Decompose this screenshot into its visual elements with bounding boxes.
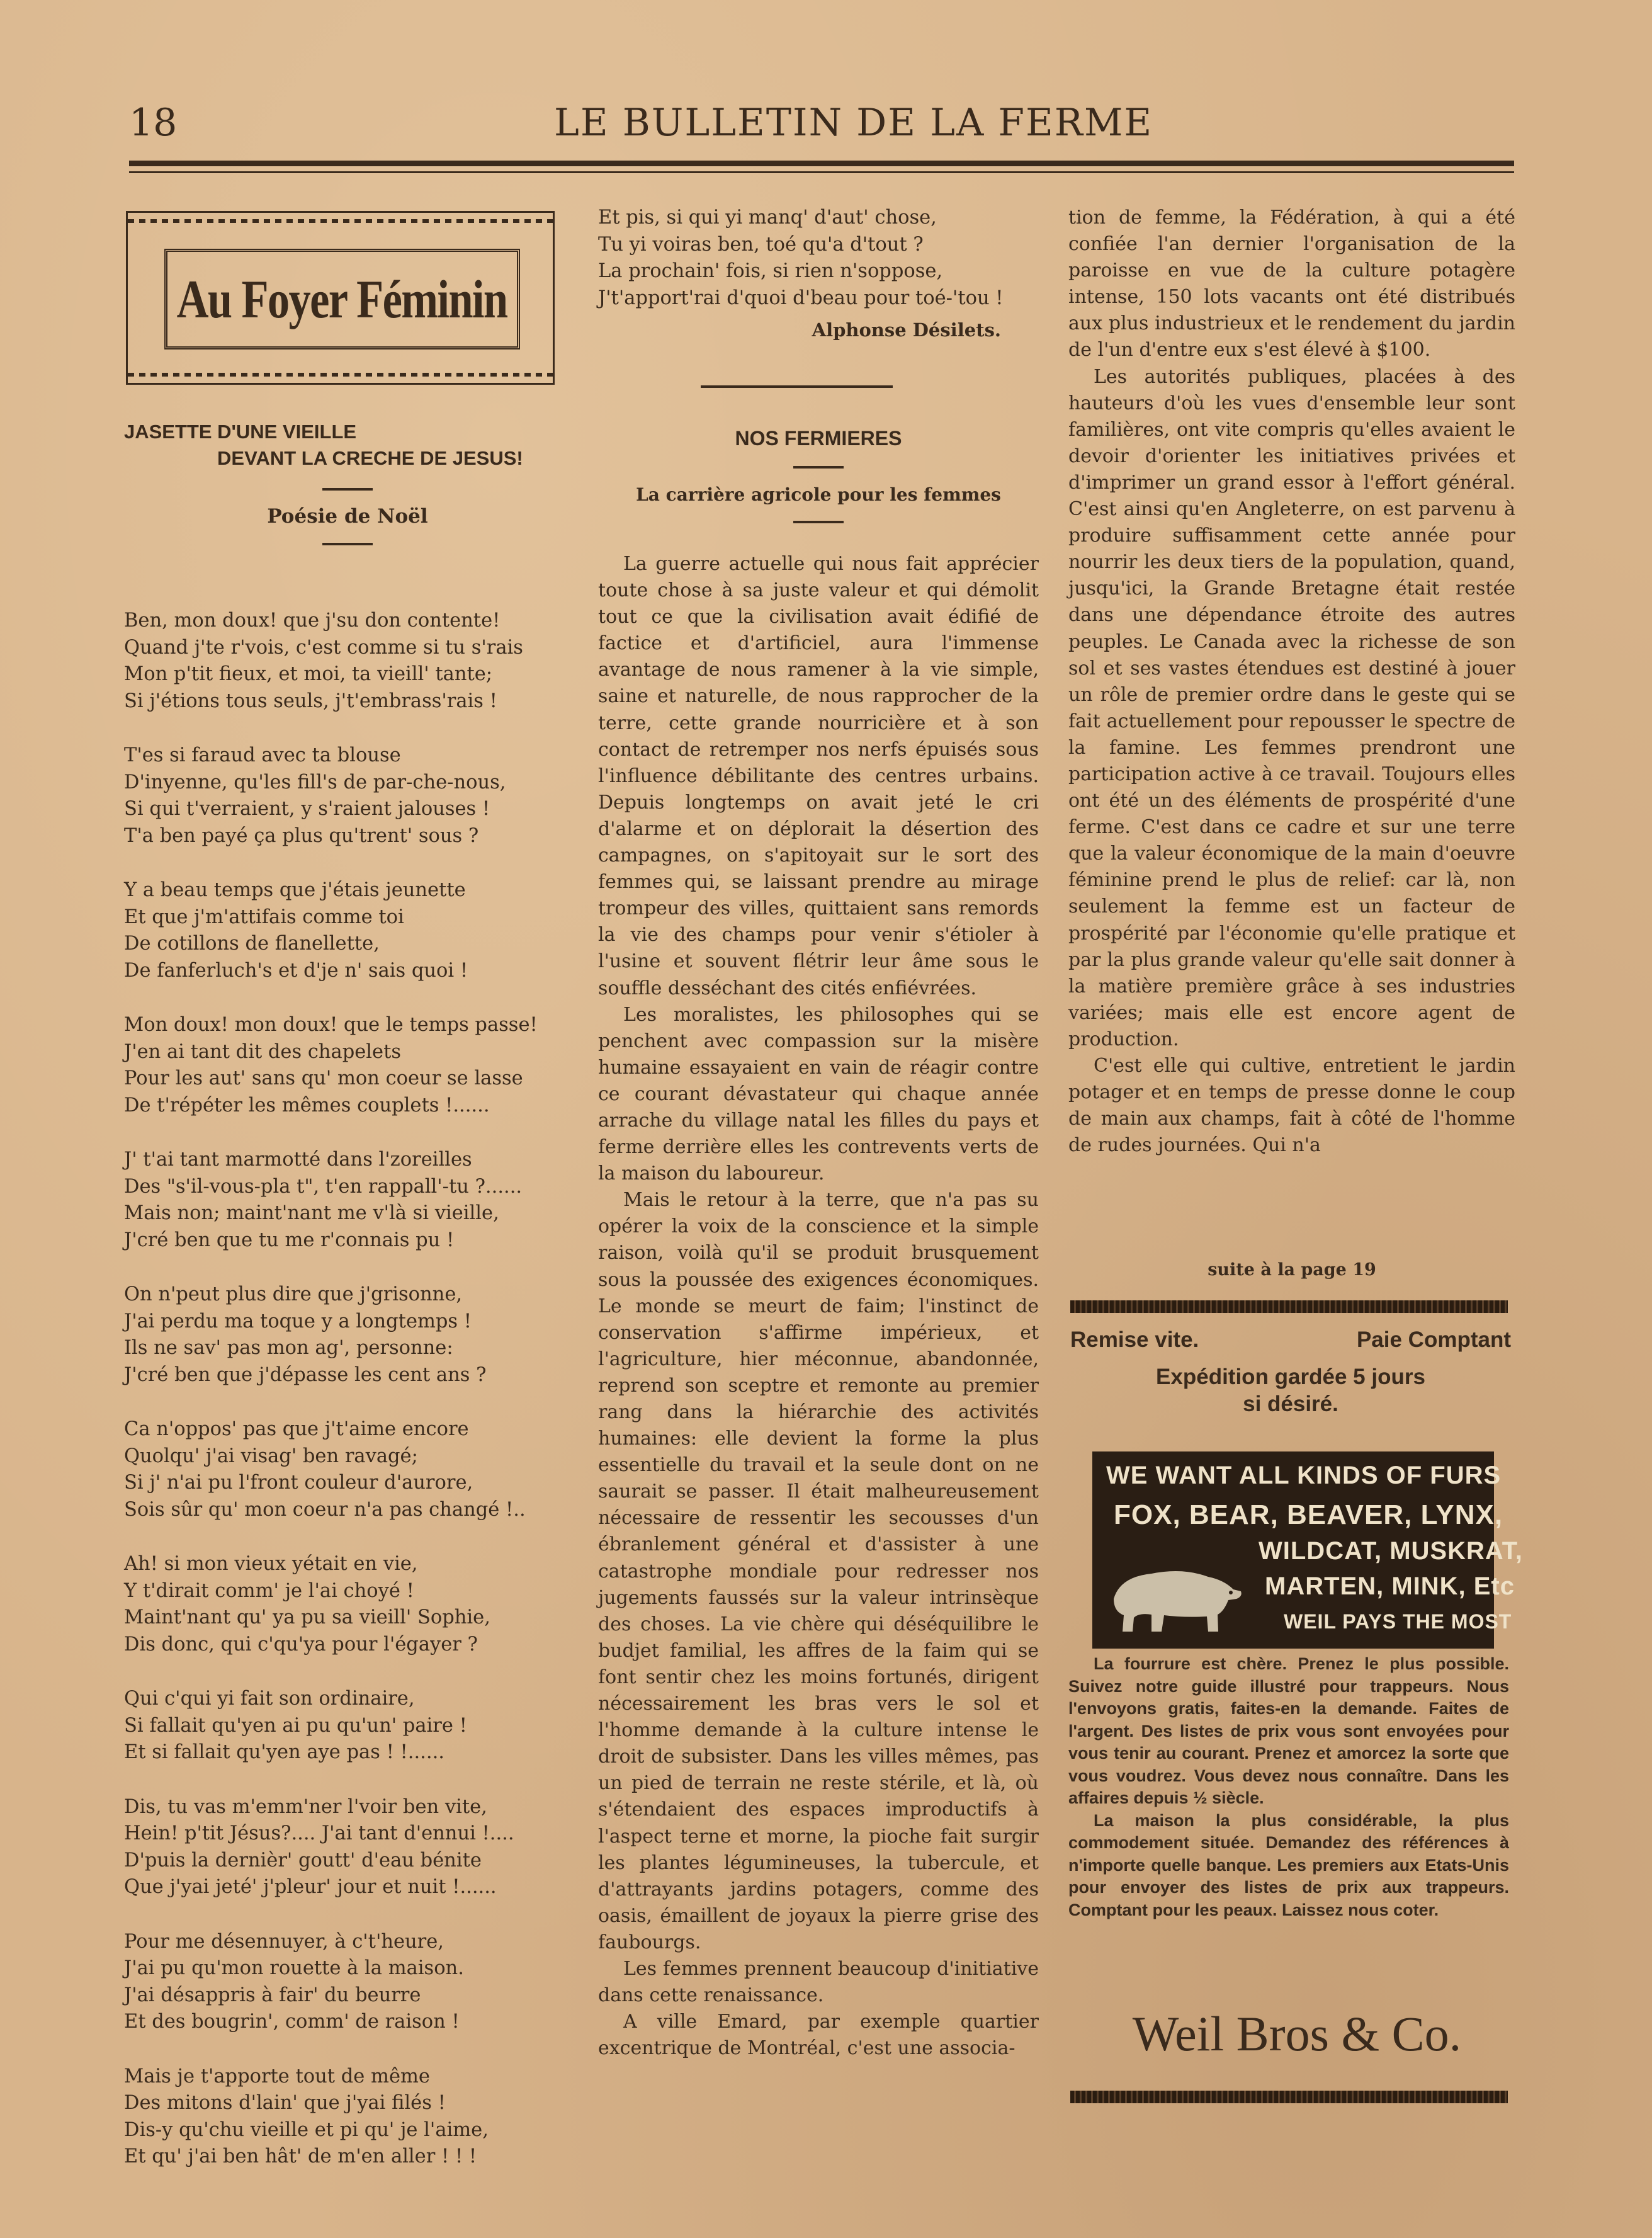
poem-line: On n'peut plus dire que j'grisonne, — [124, 1283, 463, 1305]
poem-line: Des "s'il-vous-pla t", t'en rappall'-tu ?...... — [124, 1175, 523, 1198]
section-title: Au Foyer Féminin — [177, 269, 507, 329]
poem-line: De t'répéter les mêmes couplets !...... — [124, 1094, 490, 1116]
poem-subtitle: Poésie de Noël — [267, 505, 428, 528]
article-body-col3 — [1068, 205, 1515, 1159]
poem-line: Ca n'oppos' pas que j't'aime encore — [124, 1418, 469, 1440]
poem-line: Quolqu' j'ai visag' ben ravagé; — [124, 1445, 418, 1467]
poem-line: Dis-y qu'chu vieille et pi qu' je l'aime, — [124, 2118, 489, 2141]
ad-shipping-line1: Expédition gardée 5 jours — [1156, 1365, 1425, 1389]
poem-line: J' t'ai tant marmotté dans l'zoreilles — [124, 1149, 472, 1171]
article-paragraph: C'est elle qui cultive, entretient le jardin potager et en temps de presse donne le coup de main aux champs, fait à côté de l'homme de rudes journées. Qui n'a — [1068, 1055, 1515, 1157]
poem-line: Ah! si mon vieux yétait en vie, — [124, 1553, 418, 1575]
poem-line: De fanferluch's et d'je n' sais quoi ! — [124, 959, 468, 982]
poem-stanza — [124, 1281, 577, 1389]
poem-line: Quand j'te r'vois, c'est comme si tu s'rais — [124, 636, 523, 659]
poem-line: Pour me désennuyer, à c't'heure, — [124, 1930, 444, 1953]
poem-line: Et si fallait qu'yen aye pas ! !...... — [124, 1741, 444, 1763]
ad-shipping — [1070, 1363, 1511, 1417]
article-paragraph: Les moralistes, les philosophes qui se penchent avec compassion sur la misère humaine essayaient en vain de réagir contre ce courant dévastateur qui chaque année arrache du village natal les filles du pays et ferme derrière elles les contrevents verts de la maison du laboureur. — [598, 1003, 1039, 1185]
poem-line: Y t'dirait comm' je l'ai choyé ! — [124, 1579, 414, 1602]
poem-line: D'inyenne, qu'les fill's de par-che-nous, — [124, 771, 506, 793]
article-subtitle: La carrière agricole pour les femmes — [636, 484, 1001, 505]
poem-line: Si j' n'ai pu l'front couleur d'aurore, — [124, 1472, 473, 1494]
poem-line: La prochain' fois, si rien n'soppose, — [598, 260, 943, 282]
article-heading-block — [598, 425, 1039, 535]
poem-line: Et qu' j'ai ben hât' de m'en aller ! ! ! — [124, 2145, 477, 2167]
poem-line: Des mitons d'lain' que j'yai filés ! — [124, 2092, 446, 2114]
article-paragraph: Mais le retour à la terre, que n'a pas su opérer la voix de la conscience et la simple raison, voilà qu'il se produit brusquement sous la poussée des exigences économiques. Le monde se meurt de faim; l'instinct de conservation s'affirme impérieux, et l'agriculture, hier méconnue, abandonnée, reprend son sceptre et remonte au premier rang dans la hiérarchie des activités humaines: elle devient la forme la plus essentielle du travail et la seule dont on ne saurait se passer. Il était malheureusement nécessaire de ressentir les secousses d'un ébranlement général et d'assister à une catastrophe mondiale pour redresser nos jugements faussés sur la valeur intrinsèque des choses. La vie chère qui déséquilibre le budjet familial, les affres de la faim qui se font sentir chez les moins fortunés, dirigent nécessairement les bras vers le sol et l'homme demande à la culture intense le droit de subsister. Dans les villes mêmes, pas un pied de terrain ne reste stérile, et là, où s'étendaient des espaces improductifs à l'aspect terne et morne, la pioche fait surgir les plantes légumineuses, la tubercule, et d'attrayants jardins potagers, comme des oasis, émaillent de joyaux la pierre grise des faubourgs. — [598, 1189, 1039, 1953]
poem-stanza — [124, 1686, 577, 1766]
poem-stanza — [124, 877, 577, 984]
poem-stanza — [124, 742, 577, 849]
poem-body — [124, 608, 577, 2198]
page-number: 18 — [129, 101, 178, 145]
poem-line: Mon p'tit fieux, et moi, ta vieill' tante; — [124, 663, 493, 685]
ad-remise: Remise vite. — [1070, 1327, 1199, 1352]
article-paragraph: La guerre actuelle qui nous fait apprécier toute chose à sa juste valeur et qui démolit tout ce que la civilisation avait édifié de factice et d'artificiel, aura l'immense avantage de nous ramener à la vie simple, saine et naturelle, de nous rapprocher de la terre, cette grande nourricière et à son contact de retremper nos nerfs épuisés sous l'influence débilitante des centres urbains. Depuis longtemps on avait jeté le cri d'alarme et on déplorait la désertion des campagnes, on s'apitoyait sur le sort des femmes qui, se laissant prendre au mirage trompeur des villes, quittaient sans remords la vie des champs pour venir s'étioler à l'usine et souvent flétrir leur âme sous le souffle desséchant des cités enfiévrées. — [598, 553, 1039, 999]
poem-stanza — [124, 2064, 577, 2171]
article-body-col2 — [598, 551, 1039, 2062]
poem-line: T'a ben payé ça plus qu'trent' sous ? — [124, 824, 479, 847]
poem-line: Et des bougrin', comm' de raison ! — [124, 2011, 460, 2033]
poem-line: Mais non; maint'nant me v'là si vieille, — [124, 1202, 499, 1224]
decorative-border — [128, 219, 553, 223]
poem-line: Si j'étions tous seuls, j't'embrass'rais ! — [124, 690, 497, 712]
decorative-border — [128, 373, 553, 377]
ad-border-top — [1070, 1300, 1508, 1313]
poem-line: De cotillons de flanellette, — [124, 933, 380, 955]
poem-line: Maint'nant qu' ya pu sa vieill' Sophie, — [124, 1606, 490, 1628]
article-paragraph: Les femmes prennent beaucoup d'initiative dans cette renaissance. — [598, 1957, 1039, 2007]
divider — [322, 488, 373, 491]
fur-line-2: FOX, BEAR, BEAVER, LYNX, — [1114, 1499, 1503, 1530]
poem-author: Alphonse Désilets. — [812, 319, 1001, 341]
poem-line: Que j'yai jeté' j'pleur' jour et nuit !...... — [124, 1876, 497, 1898]
poem-line: J'ai pu qu'mon rouette à la maison. — [124, 1957, 464, 1979]
section-masthead — [126, 211, 555, 385]
poem-line: T'es si faraud avec ta blouse — [124, 744, 401, 766]
poem-stanza — [124, 1929, 577, 2036]
poem-line: Si fallait qu'yen ai pu qu'un' paire ! — [124, 1714, 467, 1737]
poem-stanza — [124, 1147, 577, 1254]
poem-stanza — [124, 1551, 577, 1658]
header-rule-thick — [129, 161, 1514, 166]
divider — [793, 466, 844, 469]
fur-line-4: MARTEN, MINK, Etc — [1265, 1572, 1515, 1600]
poem-stanza — [124, 1416, 577, 1523]
poem-line: J'en ai tant dit des chapelets — [124, 1040, 402, 1063]
poem-line: J'ai perdu ma toque y a longtemps ! — [124, 1310, 472, 1332]
poem-line: Mon doux! mon doux! que le temps passe! — [124, 1014, 538, 1036]
poem-line: Et pis, si qui yi manq' d'aut' chose, — [598, 207, 937, 229]
poem-line: Ils ne sav' pas mon ag', personne: — [124, 1337, 453, 1359]
poem-line: D'puis la dernièr' goutt' d'eau bénite — [124, 1849, 482, 1872]
fur-line-3: WILDCAT, MUSKRAT, — [1259, 1537, 1523, 1565]
poem-line: J'cré ben que tu me r'connais pu ! — [124, 1229, 455, 1251]
header-rule-thin — [129, 171, 1514, 173]
poem-line: Dis, tu vas m'emm'ner l'voir ben vite, — [124, 1795, 487, 1818]
article-paragraph: A ville Emard, par exemple quartier excentrique de Montréal, c'est une associa- — [598, 2011, 1039, 2060]
poem-line: Tu yi voiras ben, toé qu'a d'tout ? — [598, 233, 924, 256]
poem-title-line2: DEVANT LA CRECHE DE JESUS! — [217, 447, 523, 469]
ad-paie-comptant: Paie Comptant — [1356, 1327, 1511, 1352]
advertiser-signature: Weil Bros & Co. — [1132, 2006, 1462, 2061]
fur-line-5: WEIL PAYS THE MOST — [1284, 1610, 1512, 1633]
poem-heading-block — [124, 419, 571, 557]
masthead-frame — [164, 249, 520, 349]
divider — [701, 385, 893, 388]
poem-line: Ben, mon doux! que j'su don contente! — [124, 610, 501, 632]
poem-line: J'cré ben que j'dépasse les cent ans ? — [124, 1363, 487, 1386]
divider — [793, 521, 844, 523]
article-paragraph: tion de femme, la Fédération, à qui a été confiée l'an dernier l'organisation de la paroisse en vue de la culture potagère intense, 150 lots vacants ont été distribués aux plus industrieux et le rendement du jardin de l'un d'entre eux s'est élevé à $100. — [1068, 207, 1515, 361]
ad-header — [1070, 1326, 1511, 1354]
poem-line: Hein! p'tit Jésus?.... J'ai tant d'ennui !.... — [124, 1822, 514, 1844]
page-header-title: LE BULLETIN DE LA FERME — [554, 101, 1153, 145]
ad-paragraph: La fourrure est chère. Prenez le plus possible. Suivez notre guide illustré pour trappeurs. Nous l'envoyons gratis, faites-en la demande. Faites de l'argent. Des listes de prix vous sont envoyées pour vous tenir au courant. Prenez et amorcez la sorte que vous voudrez. Vous devez nous connaître. Dans les affaires depuis ½ siècle. — [1068, 1654, 1509, 1807]
fur-line-1: WE WANT ALL KINDS OF FURS — [1106, 1462, 1502, 1489]
ad-border-bottom — [1070, 2091, 1508, 2103]
poem-line: J't'apport'rai d'quoi d'beau pour toé-'tou ! — [598, 287, 1004, 309]
poem-stanza — [598, 205, 1039, 312]
fur-ad-banner — [1092, 1451, 1523, 1649]
poem-line: J'ai désappris à fair' du beurre — [124, 1984, 421, 2006]
poem-line: Qui c'qui yi fait son ordinaire, — [124, 1688, 415, 1710]
poem-line: Sois sûr qu' mon coeur n'a pas changé !.. — [124, 1498, 526, 1521]
poem-line: Dis donc, qui c'qu'ya pour l'égayer ? — [124, 1633, 478, 1656]
ad-paragraph: La maison la plus considérable, la plus commodement située. Demandez des références à n'importe quelle banque. Les premiers aux Etats-Unis pour envoyer des listes de prix aux trappeurs. Comptant pour les peaux. Laissez nous coter. — [1068, 1810, 1509, 1919]
poem-title-line1: JASETTE D'UNE VIEILLE — [124, 421, 357, 443]
divider — [322, 543, 373, 545]
poem-line: Y a beau temps que j'étais jeunette — [124, 879, 466, 901]
poem-line: Mais je t'apporte tout de même — [124, 2065, 430, 2087]
poem-stanza — [124, 1012, 577, 1119]
bear-silhouette-icon — [1107, 1555, 1246, 1637]
ad-body-text — [1068, 1653, 1509, 1921]
poem-line: Pour les aut' sans qu' mon coeur se lasse — [124, 1067, 523, 1089]
article-title: NOS FERMIERES — [735, 427, 902, 450]
continued-note: suite à la page 19 — [1208, 1260, 1376, 1280]
poem-line: Et que j'm'attifais comme toi — [124, 906, 404, 928]
article-paragraph: Les autorités publiques, placées à des hauteurs d'où les vues d'ensemble leur sont familières, ont vite compris qu'elles avaient le devoir d'orienter les initiatives privées et d'imprimer un grand essor à l'effort général. C'est ainsi qu'en Angleterre, on est parvenu à produire suffisamment cette année pour nourrir les deux tiers de la population, quand, jusqu'ici, la Grande Bretagne était restée dans une dépendance étroite des autres peuples. Le Canada avec la richesse de son sol et ses vastes étendues est destiné à jouer un rôle de premier ordre dans le geste qui se fait actuellement pour repousser le spectre de la famine. Les femmes prendront une participation active à ce travail. Toujours elles ont été un des éléments de prospérité d'une ferme. C'est dans ce cadre et sur une terre que la valeur économique de la main d'oeuvre féminine prend le plus de relief: car là, non seulement la femme est un facteur de prospérité par l'économie qu'elle pratique et par la plus grande valeur qu'elle sait donner à la matière première grâce à ses industries variées; mais elle est encore agent de production. — [1068, 365, 1515, 1050]
poem-stanza — [124, 1794, 577, 1901]
poem-stanza — [124, 608, 577, 715]
poem-line: Si qui t'verraient, y s'raient jalouses ! — [124, 798, 490, 820]
ad-shipping-line2: si désiré. — [1243, 1392, 1338, 1416]
